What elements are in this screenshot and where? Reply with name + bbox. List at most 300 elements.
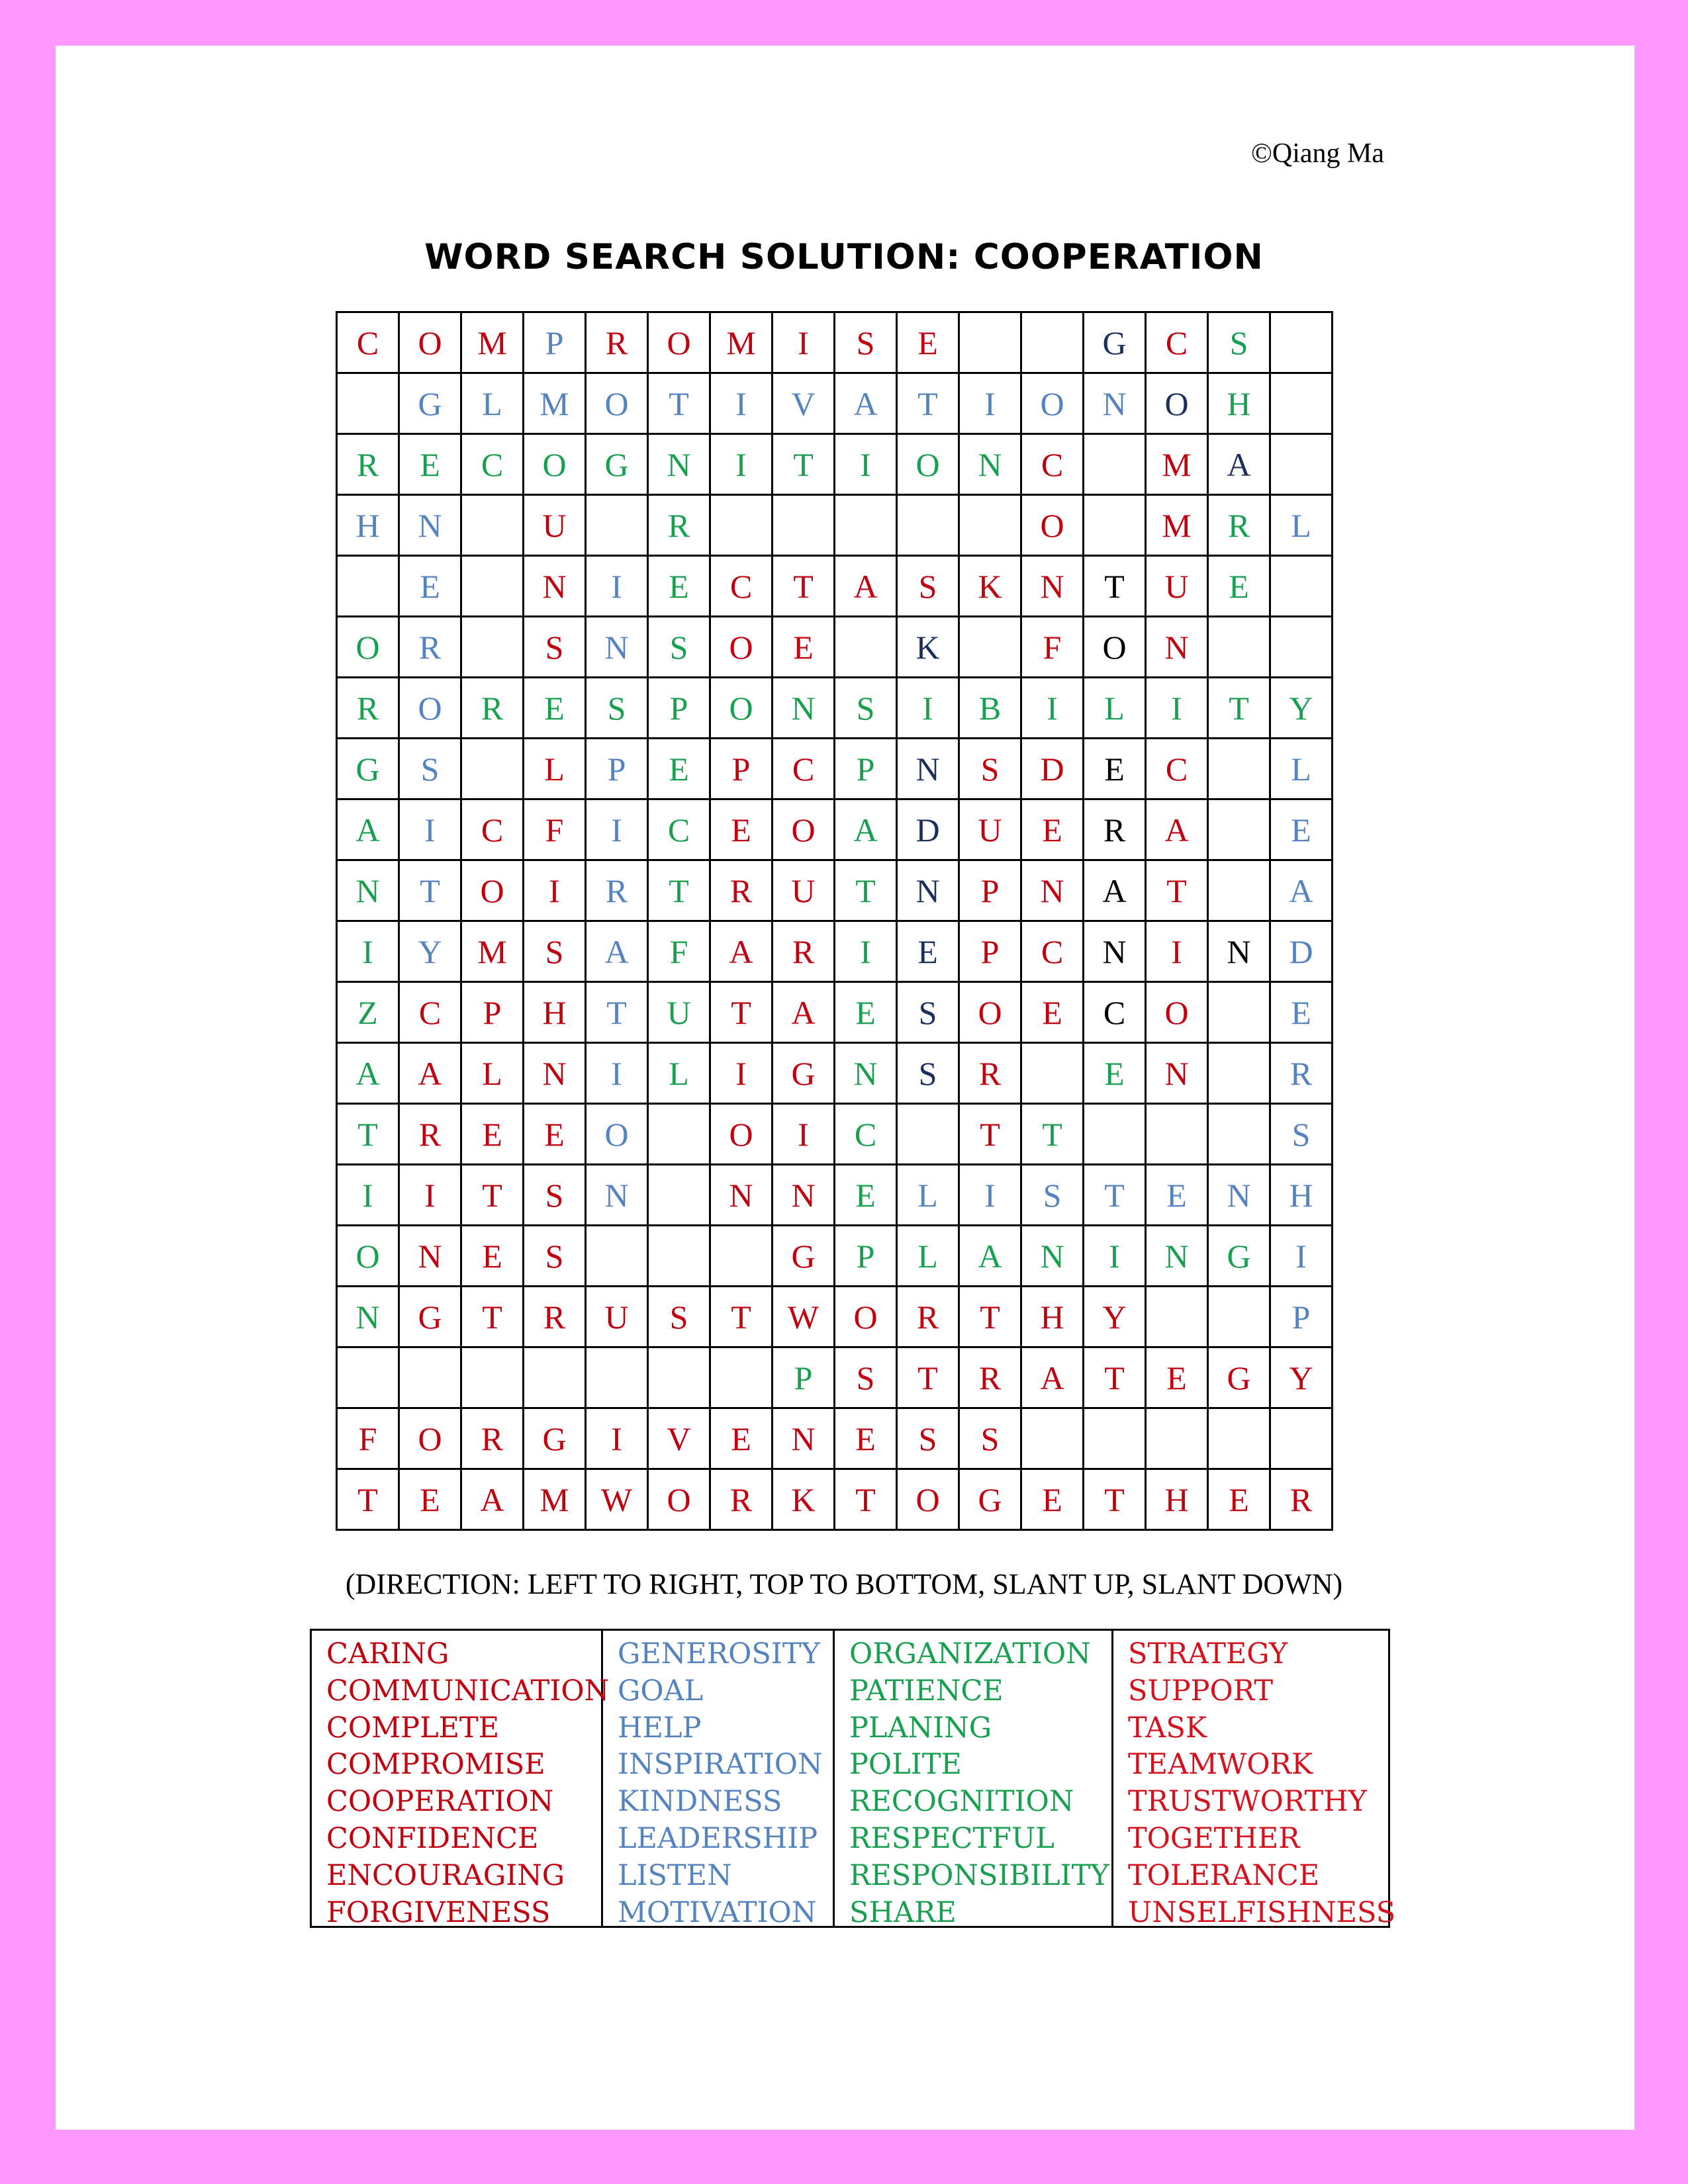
grid-cell: R xyxy=(1270,1469,1333,1530)
grid-cell xyxy=(1208,1043,1270,1104)
grid-row xyxy=(337,921,1333,982)
grid-cell: N xyxy=(1021,556,1084,617)
grid-cell: A xyxy=(773,982,835,1043)
grid-cell: T xyxy=(337,1469,399,1530)
word-list-item: CARING xyxy=(326,1637,449,1670)
grid-cell: R xyxy=(586,312,648,373)
grid-cell: T xyxy=(399,860,461,921)
grid-cell: I xyxy=(524,860,586,921)
word-list-item: ORGANIZATION xyxy=(849,1637,1091,1670)
grid-cell: E xyxy=(399,556,461,617)
grid-cell: G xyxy=(337,739,399,799)
grid-cell: T xyxy=(710,1287,773,1347)
grid-cell: R xyxy=(399,1104,461,1165)
grid-cell: I xyxy=(959,1165,1021,1226)
word-list-item: COMPLETE xyxy=(326,1711,500,1745)
grid-cell: L xyxy=(897,1226,959,1287)
grid-cell: U xyxy=(1146,556,1208,617)
grid-cell: T xyxy=(897,1347,959,1408)
grid-cell: C xyxy=(399,982,461,1043)
word-list-item: RESPECTFUL xyxy=(849,1821,1055,1855)
grid-cell: C xyxy=(710,556,773,617)
word-list-column xyxy=(603,1631,835,1929)
grid-cell: M xyxy=(710,312,773,373)
grid-row xyxy=(337,556,1333,617)
grid-cell: U xyxy=(524,495,586,556)
grid-cell: L xyxy=(1270,495,1333,556)
grid-cell: C xyxy=(1084,982,1146,1043)
grid-cell: S xyxy=(1270,1104,1333,1165)
grid-cell: O xyxy=(337,1226,399,1287)
grid-cell: T xyxy=(648,373,710,434)
grid-row xyxy=(337,1226,1333,1287)
grid-row xyxy=(337,1104,1333,1165)
grid-cell: C xyxy=(648,799,710,860)
grid-cell: Y xyxy=(1270,678,1333,739)
grid-cell: N xyxy=(399,495,461,556)
grid-cell: C xyxy=(835,1104,897,1165)
grid-cell: G xyxy=(586,434,648,495)
grid-cell: T xyxy=(897,373,959,434)
grid-cell: P xyxy=(835,1226,897,1287)
grid-cell xyxy=(1208,860,1270,921)
grid-cell: S xyxy=(835,312,897,373)
word-search-grid xyxy=(336,311,1333,1531)
grid-cell: D xyxy=(1021,739,1084,799)
grid-cell: E xyxy=(1208,556,1270,617)
grid-cell xyxy=(337,373,399,434)
word-list-item: TOLERANCE xyxy=(1128,1858,1320,1892)
grid-cell: K xyxy=(773,1469,835,1530)
grid-cell: E xyxy=(648,739,710,799)
grid-cell xyxy=(1208,982,1270,1043)
grid-cell: O xyxy=(524,434,586,495)
grid-cell: E xyxy=(648,556,710,617)
word-list-item: SUPPORT xyxy=(1128,1674,1274,1707)
grid-row xyxy=(337,1347,1333,1408)
grid-cell: E xyxy=(773,617,835,678)
grid-cell: U xyxy=(586,1287,648,1347)
grid-cell: R xyxy=(648,495,710,556)
word-list-item: HELP xyxy=(618,1711,702,1745)
grid-cell: R xyxy=(897,1287,959,1347)
grid-cell: R xyxy=(586,860,648,921)
grid-cell: O xyxy=(399,1408,461,1469)
grid-cell xyxy=(461,1347,524,1408)
grid-cell xyxy=(1208,739,1270,799)
grid-cell: I xyxy=(586,556,648,617)
grid-cell: N xyxy=(399,1226,461,1287)
grid-cell: S xyxy=(835,678,897,739)
grid-cell: P xyxy=(524,312,586,373)
word-list-item: PLANING xyxy=(849,1711,992,1745)
grid-cell xyxy=(1146,1104,1208,1165)
grid-cell: G xyxy=(399,1287,461,1347)
grid-cell xyxy=(1270,373,1333,434)
grid-cell: T xyxy=(648,860,710,921)
grid-cell: P xyxy=(959,921,1021,982)
grid-cell: E xyxy=(461,1226,524,1287)
grid-row xyxy=(337,739,1333,799)
grid-row xyxy=(337,434,1333,495)
grid-cell: N xyxy=(1146,1226,1208,1287)
grid-cell: P xyxy=(648,678,710,739)
grid-cell: E xyxy=(1146,1165,1208,1226)
grid-cell: O xyxy=(1021,373,1084,434)
grid-cell: Y xyxy=(399,921,461,982)
grid-cell: A xyxy=(959,1226,1021,1287)
grid-cell: S xyxy=(1208,312,1270,373)
grid-cell: O xyxy=(648,312,710,373)
grid-cell xyxy=(1084,495,1146,556)
grid-cell: A xyxy=(1270,860,1333,921)
grid-cell: G xyxy=(399,373,461,434)
grid-cell: S xyxy=(524,617,586,678)
word-list-column xyxy=(312,1631,610,1929)
grid-cell xyxy=(461,617,524,678)
grid-cell: O xyxy=(399,678,461,739)
grid-cell: R xyxy=(461,678,524,739)
grid-row xyxy=(337,1043,1333,1104)
grid-cell xyxy=(1021,1043,1084,1104)
grid-cell: O xyxy=(710,1104,773,1165)
grid-cell: M xyxy=(1146,434,1208,495)
grid-cell: L xyxy=(461,373,524,434)
grid-cell: P xyxy=(461,982,524,1043)
grid-cell: U xyxy=(648,982,710,1043)
grid-cell: C xyxy=(1146,312,1208,373)
grid-cell: O xyxy=(710,617,773,678)
grid-cell: G xyxy=(1208,1347,1270,1408)
grid-cell: A xyxy=(586,921,648,982)
grid-cell: E xyxy=(897,921,959,982)
grid-cell: E xyxy=(524,678,586,739)
grid-cell: C xyxy=(461,799,524,860)
grid-cell: S xyxy=(1021,1165,1084,1226)
grid-cell: N xyxy=(586,1165,648,1226)
grid-cell: H xyxy=(1021,1287,1084,1347)
grid-row xyxy=(337,678,1333,739)
grid-cell: O xyxy=(835,1287,897,1347)
grid-cell: C xyxy=(461,434,524,495)
grid-cell: N xyxy=(710,1165,773,1226)
grid-cell xyxy=(461,495,524,556)
grid-cell: F xyxy=(1021,617,1084,678)
grid-cell: O xyxy=(897,434,959,495)
grid-cell: G xyxy=(773,1043,835,1104)
grid-cell xyxy=(710,495,773,556)
grid-cell: I xyxy=(1021,678,1084,739)
grid-cell: Z xyxy=(337,982,399,1043)
grid-cell: I xyxy=(835,434,897,495)
grid-cell: S xyxy=(648,617,710,678)
grid-cell: I xyxy=(710,373,773,434)
grid-cell: A xyxy=(461,1469,524,1530)
grid-cell: S xyxy=(897,1408,959,1469)
grid-cell: S xyxy=(959,739,1021,799)
grid-cell: A xyxy=(399,1043,461,1104)
grid-cell xyxy=(710,1347,773,1408)
word-list-item: LISTEN xyxy=(618,1858,732,1892)
word-list-item: ENCOURAGING xyxy=(326,1858,565,1892)
grid-cell: C xyxy=(1146,739,1208,799)
grid-cell: T xyxy=(1021,1104,1084,1165)
grid-cell: E xyxy=(399,434,461,495)
grid-cell: V xyxy=(648,1408,710,1469)
word-list-column xyxy=(1113,1631,1396,1929)
grid-cell: N xyxy=(1084,921,1146,982)
grid-cell: N xyxy=(337,860,399,921)
grid-cell: T xyxy=(1084,1347,1146,1408)
word-list-item: KINDNESS xyxy=(618,1785,782,1819)
grid-cell: S xyxy=(648,1287,710,1347)
grid-row xyxy=(337,799,1333,860)
grid-cell: N xyxy=(835,1043,897,1104)
grid-cell: T xyxy=(461,1287,524,1347)
grid-cell xyxy=(1208,1408,1270,1469)
grid-cell: S xyxy=(524,1226,586,1287)
word-list-item: STRATEGY xyxy=(1128,1637,1288,1670)
grid-cell: E xyxy=(835,1408,897,1469)
grid-cell: T xyxy=(710,982,773,1043)
grid-cell xyxy=(1270,312,1333,373)
word-list-column xyxy=(835,1631,1113,1929)
grid-cell: G xyxy=(773,1226,835,1287)
grid-cell: G xyxy=(524,1408,586,1469)
grid-cell: G xyxy=(1208,1226,1270,1287)
grid-cell: E xyxy=(1084,739,1146,799)
grid-cell: B xyxy=(959,678,1021,739)
grid-cell: T xyxy=(586,982,648,1043)
grid-cell: N xyxy=(586,617,648,678)
grid-cell: E xyxy=(710,799,773,860)
grid-row xyxy=(337,1165,1333,1226)
word-list-item: TEAMWORK xyxy=(1128,1748,1313,1782)
grid-cell: O xyxy=(648,1469,710,1530)
grid-cell: R xyxy=(710,860,773,921)
grid-cell: W xyxy=(586,1469,648,1530)
grid-cell: S xyxy=(897,1043,959,1104)
grid-cell: P xyxy=(773,1347,835,1408)
grid-cell xyxy=(586,495,648,556)
grid-cell: S xyxy=(959,1408,1021,1469)
grid-cell xyxy=(1084,1408,1146,1469)
grid-cell xyxy=(1208,1104,1270,1165)
grid-cell xyxy=(959,617,1021,678)
grid-cell: E xyxy=(399,1469,461,1530)
page-title: WORD SEARCH SOLUTION: COOPERATION xyxy=(424,237,1264,277)
grid-cell: A xyxy=(1021,1347,1084,1408)
grid-cell: W xyxy=(773,1287,835,1347)
grid-cell: I xyxy=(586,1043,648,1104)
grid-cell: I xyxy=(337,921,399,982)
grid-cell: A xyxy=(835,373,897,434)
grid-cell: S xyxy=(586,678,648,739)
grid-row xyxy=(337,860,1333,921)
grid-cell xyxy=(773,495,835,556)
grid-cell xyxy=(461,739,524,799)
grid-cell: H xyxy=(1270,1165,1333,1226)
grid-cell: N xyxy=(959,434,1021,495)
grid-cell: O xyxy=(399,312,461,373)
grid-cell xyxy=(835,495,897,556)
grid-cell: M xyxy=(524,1469,586,1530)
word-list-item: CONFIDENCE xyxy=(326,1821,539,1855)
grid-cell: T xyxy=(1146,860,1208,921)
word-list-item: UNSELFISHNESS xyxy=(1128,1895,1396,1929)
grid-cell xyxy=(648,1347,710,1408)
grid-cell: K xyxy=(959,556,1021,617)
grid-cell xyxy=(648,1165,710,1226)
grid-cell: I xyxy=(1084,1226,1146,1287)
grid-cell: I xyxy=(1146,921,1208,982)
grid-cell: K xyxy=(897,617,959,678)
grid-cell: N xyxy=(773,1165,835,1226)
grid-cell: E xyxy=(835,982,897,1043)
grid-cell: P xyxy=(835,739,897,799)
grid-cell: S xyxy=(897,556,959,617)
grid-cell: F xyxy=(648,921,710,982)
direction-note: (DIRECTION: LEFT TO RIGHT, TOP TO BOTTOM, SLANT UP, SLANT DOWN) xyxy=(345,1568,1343,1600)
grid-cell: D xyxy=(1270,921,1333,982)
grid-cell xyxy=(710,1226,773,1287)
grid-cell: N xyxy=(1021,860,1084,921)
grid-cell xyxy=(461,556,524,617)
grid-cell xyxy=(1084,1104,1146,1165)
word-list-item: GOAL xyxy=(618,1674,704,1707)
grid-cell: N xyxy=(773,1408,835,1469)
word-list-item: SHARE xyxy=(849,1895,957,1929)
grid-cell: A xyxy=(835,799,897,860)
grid-cell: I xyxy=(773,312,835,373)
grid-cell: N xyxy=(648,434,710,495)
grid-row xyxy=(337,982,1333,1043)
grid-cell: S xyxy=(835,1347,897,1408)
grid-cell: R xyxy=(959,1347,1021,1408)
grid-cell: I xyxy=(586,1408,648,1469)
grid-cell: P xyxy=(959,860,1021,921)
grid-cell: Y xyxy=(1084,1287,1146,1347)
grid-cell: O xyxy=(959,982,1021,1043)
grid-cell: R xyxy=(710,1469,773,1530)
grid-cell: U xyxy=(959,799,1021,860)
grid-cell: E xyxy=(1270,799,1333,860)
grid-cell xyxy=(648,1226,710,1287)
word-list-item: TRUSTWORTHY xyxy=(1128,1785,1368,1819)
grid-cell: S xyxy=(524,1165,586,1226)
grid-cell: O xyxy=(586,373,648,434)
word-list-item: LEADERSHIP xyxy=(618,1821,818,1855)
grid-cell: N xyxy=(1208,921,1270,982)
grid-cell: O xyxy=(1146,982,1208,1043)
grid-cell: E xyxy=(835,1165,897,1226)
grid-cell: T xyxy=(461,1165,524,1226)
grid-cell xyxy=(897,1104,959,1165)
grid-cell: L xyxy=(897,1165,959,1226)
grid-cell: E xyxy=(1208,1469,1270,1530)
grid-cell: A xyxy=(1146,799,1208,860)
grid-cell: I xyxy=(710,1043,773,1104)
grid-cell: F xyxy=(524,799,586,860)
grid-cell: E xyxy=(524,1104,586,1165)
grid-cell xyxy=(648,1104,710,1165)
grid-cell: M xyxy=(524,373,586,434)
grid-cell xyxy=(337,1347,399,1408)
grid-cell: G xyxy=(1084,312,1146,373)
grid-cell xyxy=(959,312,1021,373)
grid-cell: N xyxy=(524,1043,586,1104)
grid-cell: O xyxy=(897,1469,959,1530)
grid-cell: E xyxy=(1084,1043,1146,1104)
grid-cell: O xyxy=(1021,495,1084,556)
grid-cell: R xyxy=(1084,799,1146,860)
grid-cell: I xyxy=(897,678,959,739)
grid-cell: R xyxy=(337,434,399,495)
grid-cell: I xyxy=(1270,1226,1333,1287)
grid-cell: O xyxy=(461,860,524,921)
grid-cell xyxy=(586,1347,648,1408)
grid-cell: R xyxy=(1270,1043,1333,1104)
grid-cell xyxy=(586,1226,648,1287)
grid-cell: E xyxy=(897,312,959,373)
grid-cell xyxy=(1270,1408,1333,1469)
grid-row xyxy=(337,1408,1333,1469)
grid-cell xyxy=(835,617,897,678)
word-list-item: COMMUNICATION xyxy=(326,1674,610,1707)
grid-cell: R xyxy=(1208,495,1270,556)
grid-cell: C xyxy=(773,739,835,799)
grid-cell: T xyxy=(1084,1469,1146,1530)
grid-cell: N xyxy=(773,678,835,739)
grid-cell: T xyxy=(773,434,835,495)
grid-cell xyxy=(897,495,959,556)
grid-cell: R xyxy=(337,678,399,739)
grid-cell: R xyxy=(461,1408,524,1469)
grid-row xyxy=(337,495,1333,556)
grid-cell: I xyxy=(399,1165,461,1226)
grid-cell: P xyxy=(1270,1287,1333,1347)
grid-cell: L xyxy=(1084,678,1146,739)
grid-cell: V xyxy=(773,373,835,434)
grid-cell: E xyxy=(1021,982,1084,1043)
word-list-item: FORGIVENESS xyxy=(326,1895,551,1929)
grid-cell: A xyxy=(1208,434,1270,495)
grid-cell: T xyxy=(959,1287,1021,1347)
grid-cell: O xyxy=(1084,617,1146,678)
grid-cell: O xyxy=(1146,373,1208,434)
grid-cell: U xyxy=(773,860,835,921)
grid-cell xyxy=(1270,434,1333,495)
grid-cell: N xyxy=(1021,1226,1084,1287)
grid-cell: N xyxy=(337,1287,399,1347)
grid-cell xyxy=(1208,1287,1270,1347)
grid-cell: I xyxy=(835,921,897,982)
grid-row xyxy=(337,617,1333,678)
grid-cell xyxy=(1270,556,1333,617)
grid-cell xyxy=(1084,434,1146,495)
grid-cell: A xyxy=(337,1043,399,1104)
grid-cell: H xyxy=(1208,373,1270,434)
grid-cell: E xyxy=(710,1408,773,1469)
grid-cell: R xyxy=(959,1043,1021,1104)
grid-cell: L xyxy=(648,1043,710,1104)
grid-cell: Y xyxy=(1270,1347,1333,1408)
grid-cell: O xyxy=(773,799,835,860)
grid-cell: O xyxy=(586,1104,648,1165)
grid-cell: S xyxy=(399,739,461,799)
grid-cell: H xyxy=(524,982,586,1043)
grid-cell xyxy=(1270,617,1333,678)
